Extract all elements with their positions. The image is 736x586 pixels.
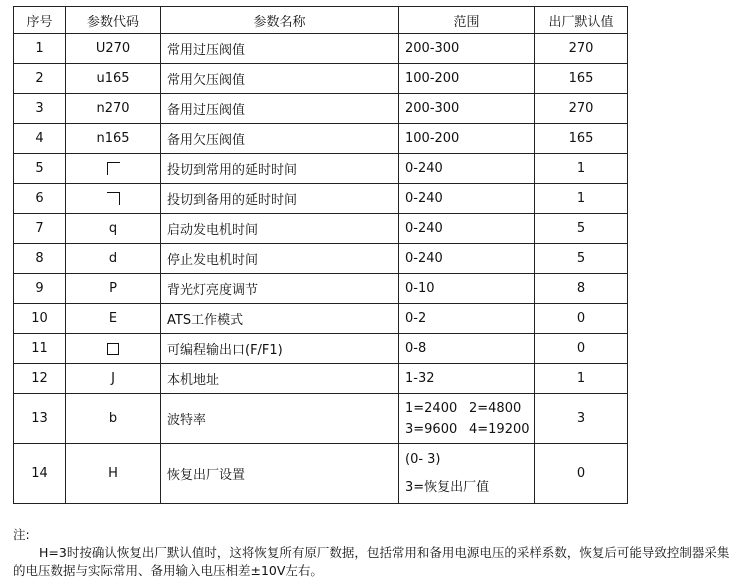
- row-code: d: [66, 244, 161, 274]
- row-no: 1: [14, 34, 66, 64]
- row-name: 背光灯亮度调节: [161, 274, 399, 304]
- header-range: 范围: [399, 7, 535, 34]
- row-name: 备用过压阀值: [161, 94, 399, 124]
- row-range: 1-32: [399, 364, 535, 394]
- table-row: [14, 334, 628, 364]
- table-row: [14, 214, 628, 244]
- row-range: [399, 394, 535, 444]
- header-default: 出厂默认值: [535, 7, 628, 34]
- row-default: 3: [535, 394, 628, 444]
- row-name: 恢复出厂设置: [161, 444, 399, 504]
- row-default: 8: [535, 274, 628, 304]
- row-code: J: [66, 364, 161, 394]
- row-no: 7: [14, 214, 66, 244]
- table-header-row: [14, 7, 628, 34]
- row-code: n270: [66, 94, 161, 124]
- row-name: 本机地址: [161, 364, 399, 394]
- baud-line: [405, 398, 528, 419]
- row-range: 100-200: [399, 64, 535, 94]
- row-no: 3: [14, 94, 66, 124]
- note-title: 注:: [13, 527, 30, 542]
- baud-option: 4=19200: [469, 421, 530, 437]
- header-name: 参数名称: [161, 7, 399, 34]
- range-line: (0- 3): [405, 451, 441, 467]
- row-default: 270: [535, 34, 628, 64]
- header-no: 序号: [14, 7, 66, 34]
- row-code: q: [66, 214, 161, 244]
- table-row: [14, 124, 628, 154]
- row-no: 13: [14, 394, 66, 444]
- square-box-symbol-icon: [107, 343, 119, 355]
- table-row: [14, 154, 628, 184]
- row-default: 0: [535, 334, 628, 364]
- row-code: P: [66, 274, 161, 304]
- row-default: 5: [535, 244, 628, 274]
- table-row: [14, 94, 628, 124]
- row-name: 常用过压阀值: [161, 34, 399, 64]
- row-name: 波特率: [161, 394, 399, 444]
- table-row: [14, 34, 628, 64]
- row-range: 0-2: [399, 304, 535, 334]
- row-name: 停止发电机时间: [161, 244, 399, 274]
- table-row: [14, 184, 628, 214]
- row-range: 200-300: [399, 34, 535, 64]
- table-row: [14, 394, 628, 444]
- row-default: 0: [535, 304, 628, 334]
- table-row: [14, 244, 628, 274]
- row-no: 10: [14, 304, 66, 334]
- row-range: 0-240: [399, 184, 535, 214]
- row-code: n165: [66, 124, 161, 154]
- row-range: 200-300: [399, 94, 535, 124]
- row-code: [66, 184, 161, 214]
- row-range: 100-200: [399, 124, 535, 154]
- baud-option: 3=9600: [405, 421, 458, 437]
- row-default: 165: [535, 64, 628, 94]
- table-row: [14, 364, 628, 394]
- baud-option: 2=4800: [469, 400, 522, 416]
- table-row: [14, 444, 628, 504]
- row-name: 启动发电机时间: [161, 214, 399, 244]
- table-row: [14, 274, 628, 304]
- row-range: 0-240: [399, 244, 535, 274]
- note: [13, 526, 733, 580]
- row-range: [399, 444, 535, 504]
- baud-line: [405, 419, 528, 440]
- row-name: 投切到常用的延时时间: [161, 154, 399, 184]
- corner-top-right-symbol-icon: [107, 192, 120, 205]
- row-no: 6: [14, 184, 66, 214]
- row-default: 5: [535, 214, 628, 244]
- row-default: 1: [535, 154, 628, 184]
- row-name: 可编程输出口(F/F1): [161, 334, 399, 364]
- table-row: [14, 64, 628, 94]
- row-default: 1: [535, 184, 628, 214]
- row-no: 5: [14, 154, 66, 184]
- row-code: [66, 154, 161, 184]
- row-range: 0-240: [399, 154, 535, 184]
- table-row: [14, 304, 628, 334]
- header-code: 参数代码: [66, 7, 161, 34]
- row-name: 备用欠压阀值: [161, 124, 399, 154]
- row-range: 0-10: [399, 274, 535, 304]
- baud-option: 1=2400: [405, 400, 458, 416]
- row-no: 2: [14, 64, 66, 94]
- row-default: 0: [535, 444, 628, 504]
- row-code: u165: [66, 64, 161, 94]
- row-no: 9: [14, 274, 66, 304]
- row-no: 8: [14, 244, 66, 274]
- parameter-table: [13, 6, 628, 504]
- row-code: E: [66, 304, 161, 334]
- row-code: b: [66, 394, 161, 444]
- row-no: 4: [14, 124, 66, 154]
- row-default: 270: [535, 94, 628, 124]
- row-name: ATS工作模式: [161, 304, 399, 334]
- row-no: 14: [14, 444, 66, 504]
- corner-top-left-symbol-icon: [107, 162, 120, 175]
- row-no: 12: [14, 364, 66, 394]
- row-range: 0-240: [399, 214, 535, 244]
- row-name: 常用欠压阀值: [161, 64, 399, 94]
- row-code: H: [66, 444, 161, 504]
- note-body: H=3时按确认恢复出厂默认值时，这将恢复所有原厂数据，包括常用和备用电源电压的采样系数，恢复后可能导致控制器采集的电压数据与实际常用、备用输入电压相差±10V左右。: [13, 545, 730, 578]
- row-no: 11: [14, 334, 66, 364]
- row-default: 165: [535, 124, 628, 154]
- row-range: 0-8: [399, 334, 535, 364]
- row-code: U270: [66, 34, 161, 64]
- row-code: [66, 334, 161, 364]
- row-name: 投切到备用的延时时间: [161, 184, 399, 214]
- range-line: 3=恢复出厂值: [405, 479, 490, 495]
- row-default: 1: [535, 364, 628, 394]
